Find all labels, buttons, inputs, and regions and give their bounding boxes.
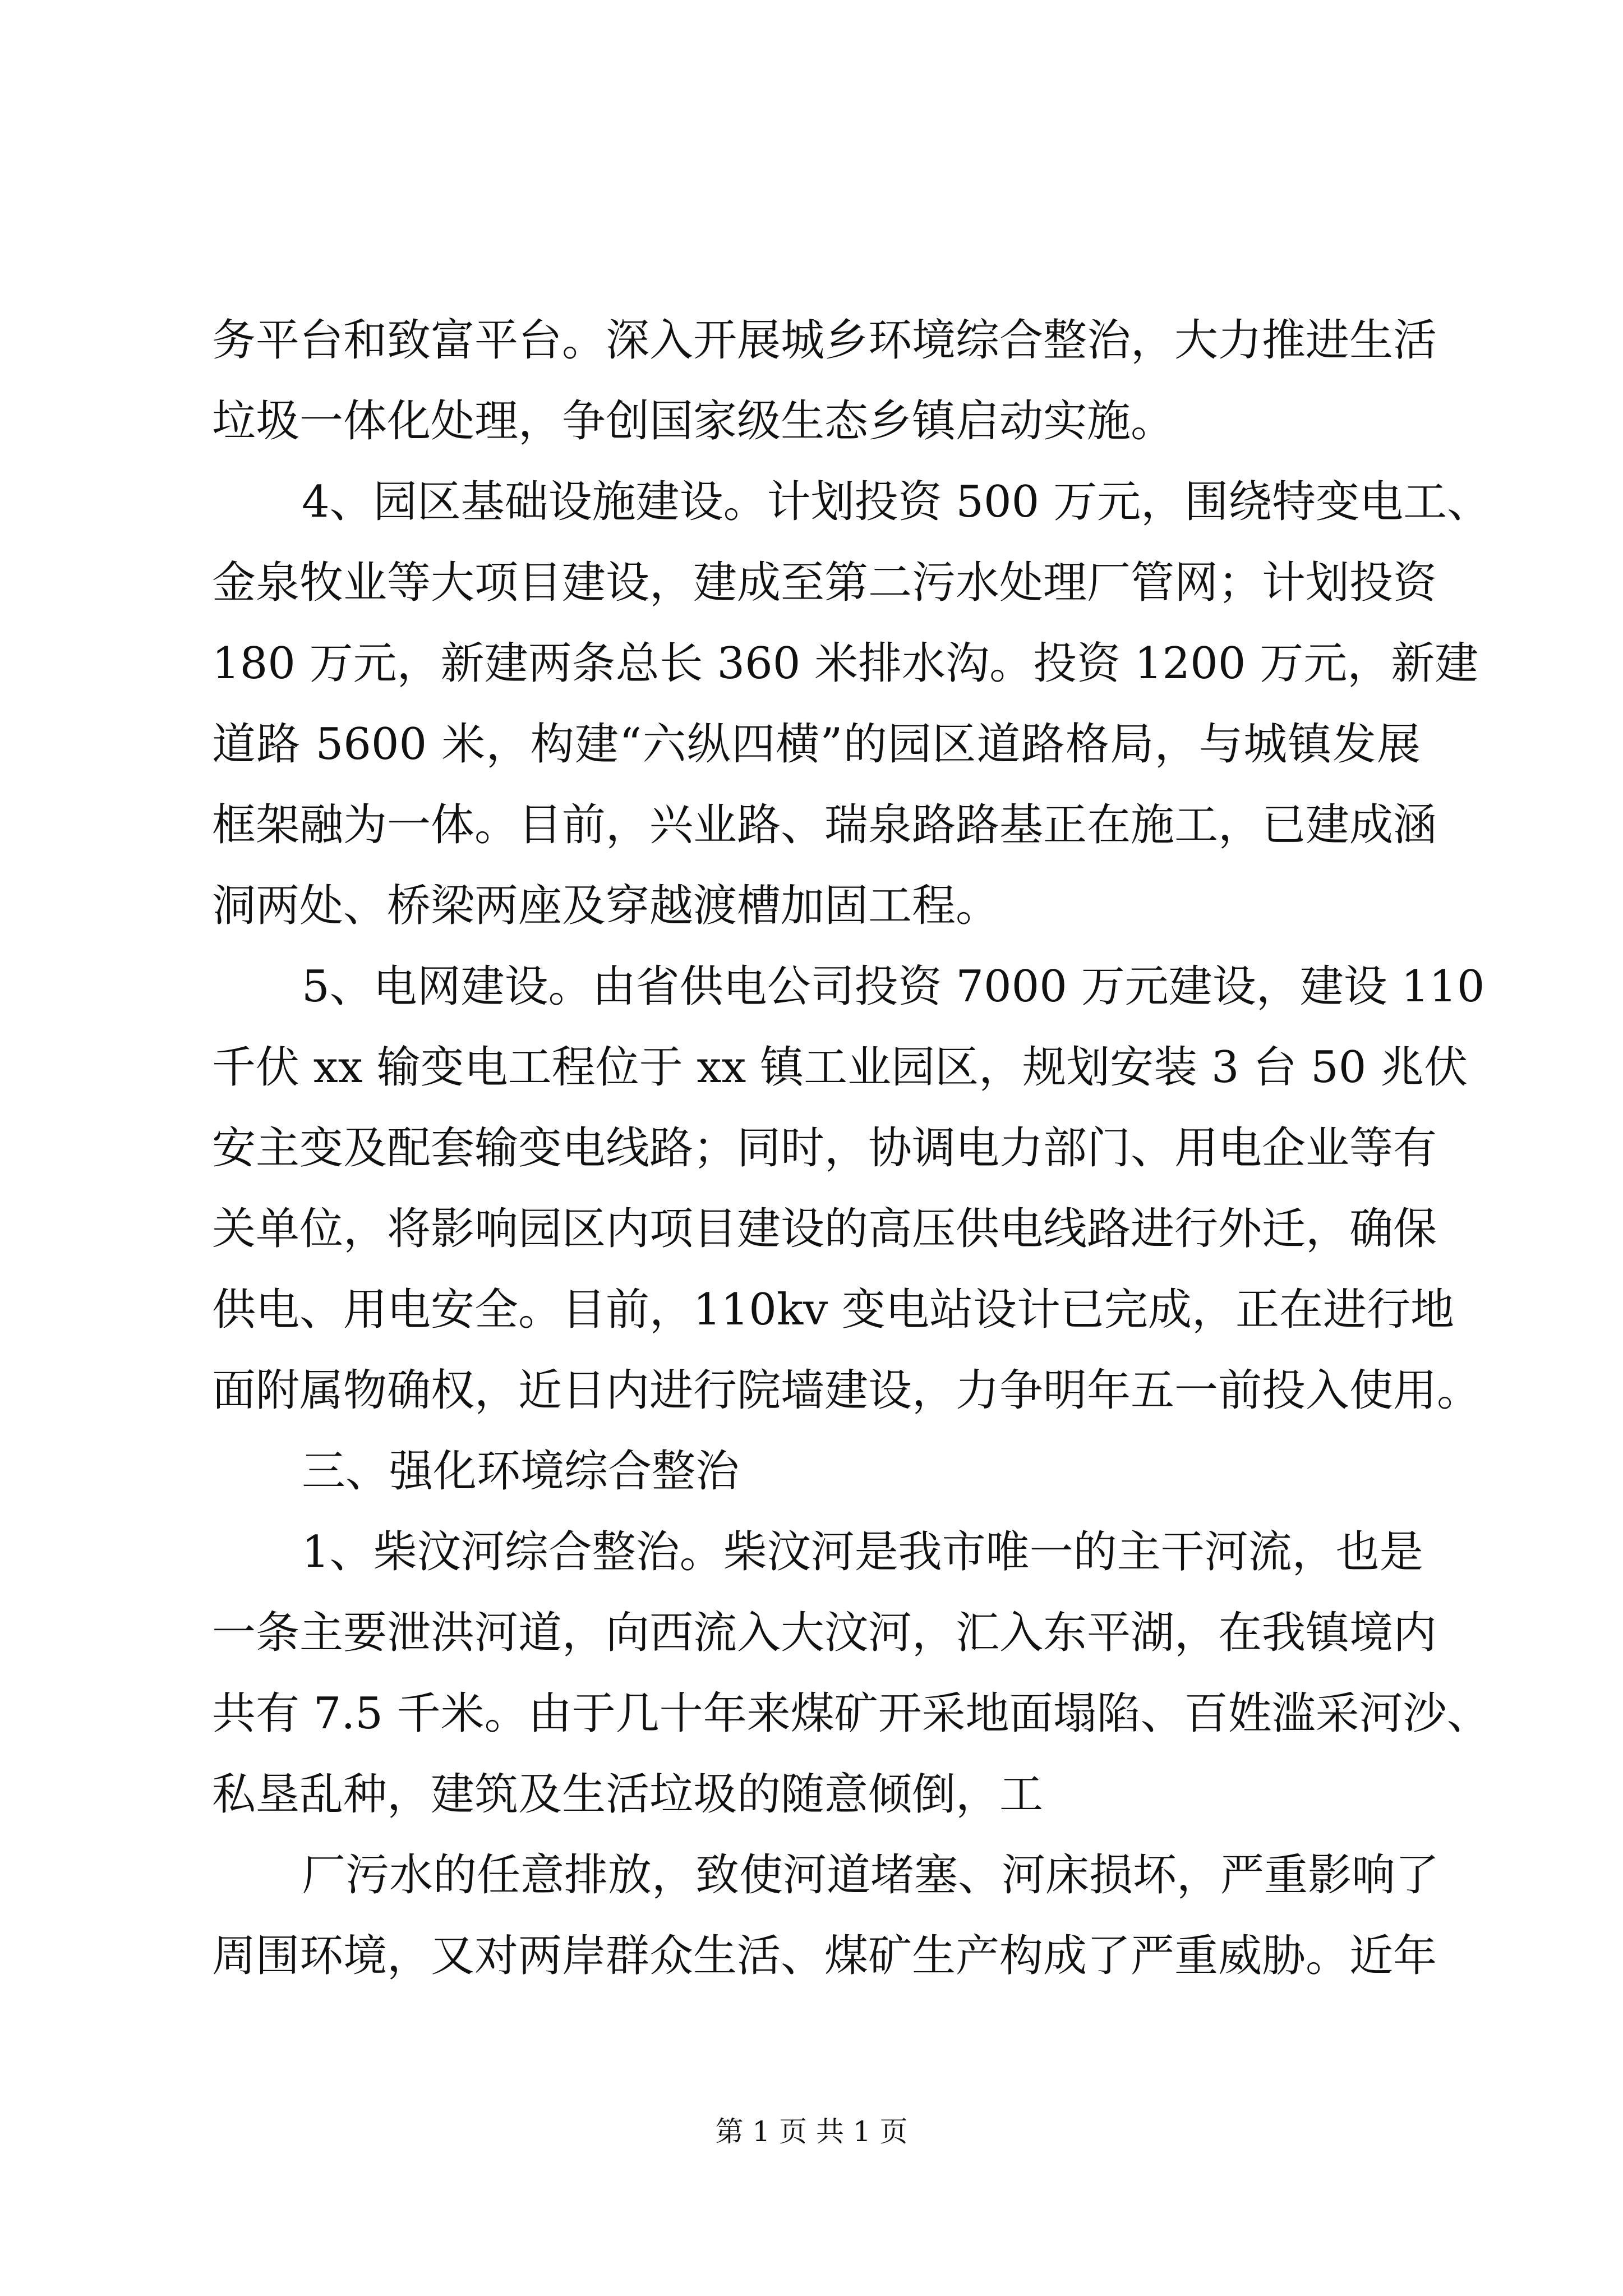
text-line: 4、园区基础设施建设。计划投资 500 万元，围绕特变电工、 xyxy=(302,477,1491,527)
text-line: 1、柴汶河综合整治。柴汶河是我市唯一的主干河流，也是 xyxy=(302,1527,1423,1577)
text-line: 5、电网建设。由省供电公司投资 7000 万元建设，建设 110 xyxy=(302,961,1485,1012)
text-line: 一条主要泄洪河道，向西流入大汶河，汇入东平湖，在我镇境内 xyxy=(212,1608,1437,1658)
text-line: 180 万元，新建两条总长 360 米排水沟。投资 1200 万元，新建 xyxy=(212,638,1479,689)
text-line: 金泉牧业等大项目建设，建成至第二污水处理厂管网；计划投资 xyxy=(212,558,1437,608)
text-line: 垃圾一体化处理，争创国家级生态乡镇启动实施。 xyxy=(212,396,1175,447)
text-line: 关单位，将影响园区内项目建设的高压供电线路进行外迁，确保 xyxy=(212,1204,1437,1254)
text-line: 千伏 xx 输变电工程位于 xx 镇工业园区，规划安装 3 台 50 兆伏 xyxy=(212,1042,1468,1093)
text-line: 洞两处、桥梁两座及穿越渡槽加固工程。 xyxy=(212,881,1000,931)
text-line: 面附属物确权，近日内进行院墙建设，力争明年五一前投入使用。 xyxy=(212,1365,1481,1416)
text-line: 私垦乱种，建筑及生活垃圾的随意倾倒，工 xyxy=(212,1769,1044,1820)
text-line: 务平台和致富平台。深入开展城乡环境综合整治，大力推进生活 xyxy=(212,315,1437,366)
text-line: 框架融为一体。目前，兴业路、瑞泉路路基正在施工，已建成涵 xyxy=(212,800,1437,850)
text-line: 道路 5600 米，构建“六纵四横”的园区道路格局，与城镇发展 xyxy=(212,719,1421,770)
text-line: 供电、用电安全。目前，110kv 变电站设计已完成，正在进行地 xyxy=(212,1285,1455,1335)
text-line: 共有 7.5 千米。由于几十年来煤矿开采地面塌陷、百姓滥采河沙、 xyxy=(212,1688,1491,1739)
section-heading: 三、强化环境综合整治 xyxy=(302,1446,740,1497)
page-number-footer: 第 1 页 共 1 页 xyxy=(715,2115,908,2148)
text-line: 安主变及配套输变电线路；同时，协调电力部门、用电企业等有 xyxy=(212,1123,1437,1174)
text-line: 厂污水的任意排放，致使河道堵塞、河床损坏，严重影响了 xyxy=(302,1850,1440,1901)
document-body xyxy=(212,300,1491,1996)
text-line: 周围环境，又对两岸群众生活、煤矿生产构成了严重威胁。近年 xyxy=(212,1931,1437,1981)
